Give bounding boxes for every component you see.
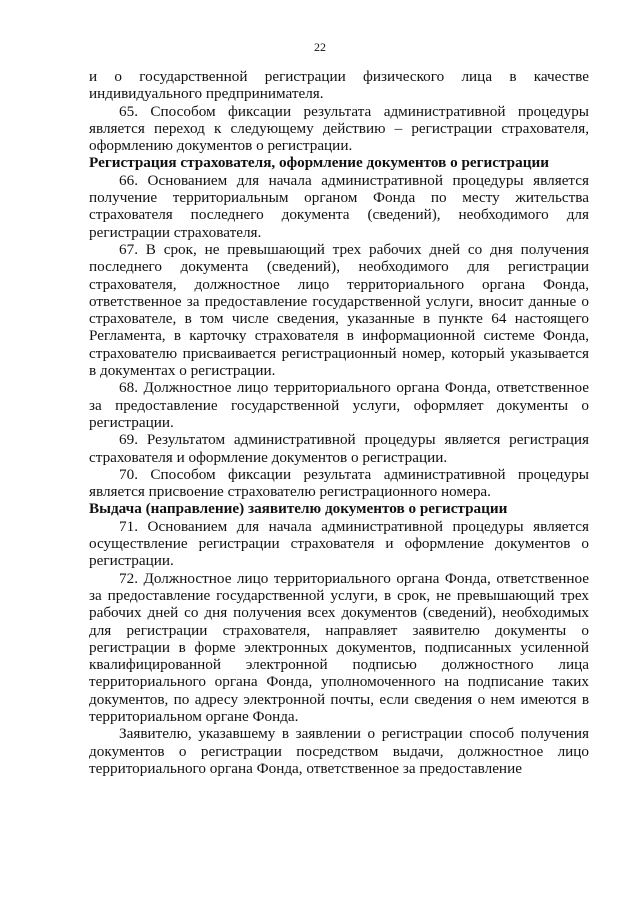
paragraph-69: 69. Результатом административной процедуры является регистрация страхователя и оформление документов о регистрации. xyxy=(89,431,589,466)
paragraph-70: 70. Способом фиксации результата административной процедуры является присвоение страхователю регистрационного номера. xyxy=(89,465,589,501)
paragraph-continuation: и о государственной регистрации физического лица в качестве индивидуального предпринимателя. xyxy=(89,68,589,103)
paragraph-67: 67. В срок, не превышающий трех рабочих дней со дня получения последнего документа (сведений), необходимого для регистрации страхователя, должностное лицо территориального органа Фонда, ответственное за предоставление государственной услуги, вносит данные о страхователе, в том числе сведения, указанные в пункте 64 настоящего Регламента, в карточку страхователя в информационной системе Фонда, страхователю присваивается регистрационный номер, который указывается в документах о регистрации. xyxy=(89,240,589,380)
page-number: 22 xyxy=(314,40,326,54)
paragraph-71: 71. Основанием для начала административной процедуры является осуществление регистрации страхователя и оформление документов о регистрации. xyxy=(89,517,589,570)
paragraph-66: 66. Основанием для начала административной процедуры является получение территориальным органом Фонда по месту жительства страхователя последнего документа (сведений), необходимого для регистрации страхователя. xyxy=(89,171,589,241)
paragraph-65: 65. Способом фиксации результата административной процедуры является переход к следующему действию – регистрации страхователя, оформлению документов о регистрации. xyxy=(89,102,589,155)
paragraph-68: 68. Должностное лицо территориального органа Фонда, ответственное за предоставление государственной услуги, оформляет документы о регистрации. xyxy=(89,379,589,431)
paragraph-72: 72. Должностное лицо территориального органа Фонда, ответственное за предоставление государственной услуги, в срок, не превышающий трех рабочих дней со дня получения всех документов (сведений), необходимых для регистрации страхователя, направляет заявителю документы о регистрации в форме электронных документов, подписанных усиленной квалифицированной электронной подписью должностного лица территориального органа Фонда, уполномоченного на подписание таких документов, по адресу электронной почты, если сведения о нем имеются в территориальном органе Фонда. xyxy=(89,569,589,725)
section-heading-issuance: Выдача (направление) заявителю документов о регистрации xyxy=(89,500,508,518)
paragraph-applicant: Заявителю, указавшему в заявлении о регистрации способ получения документов о регистрации посредством выдачи, должностное лицо территориального органа Фонда, ответственное за предоставление xyxy=(89,725,589,777)
section-heading-registration: Регистрация страхователя, оформление документов о регистрации xyxy=(89,154,549,172)
document-body xyxy=(89,68,589,777)
